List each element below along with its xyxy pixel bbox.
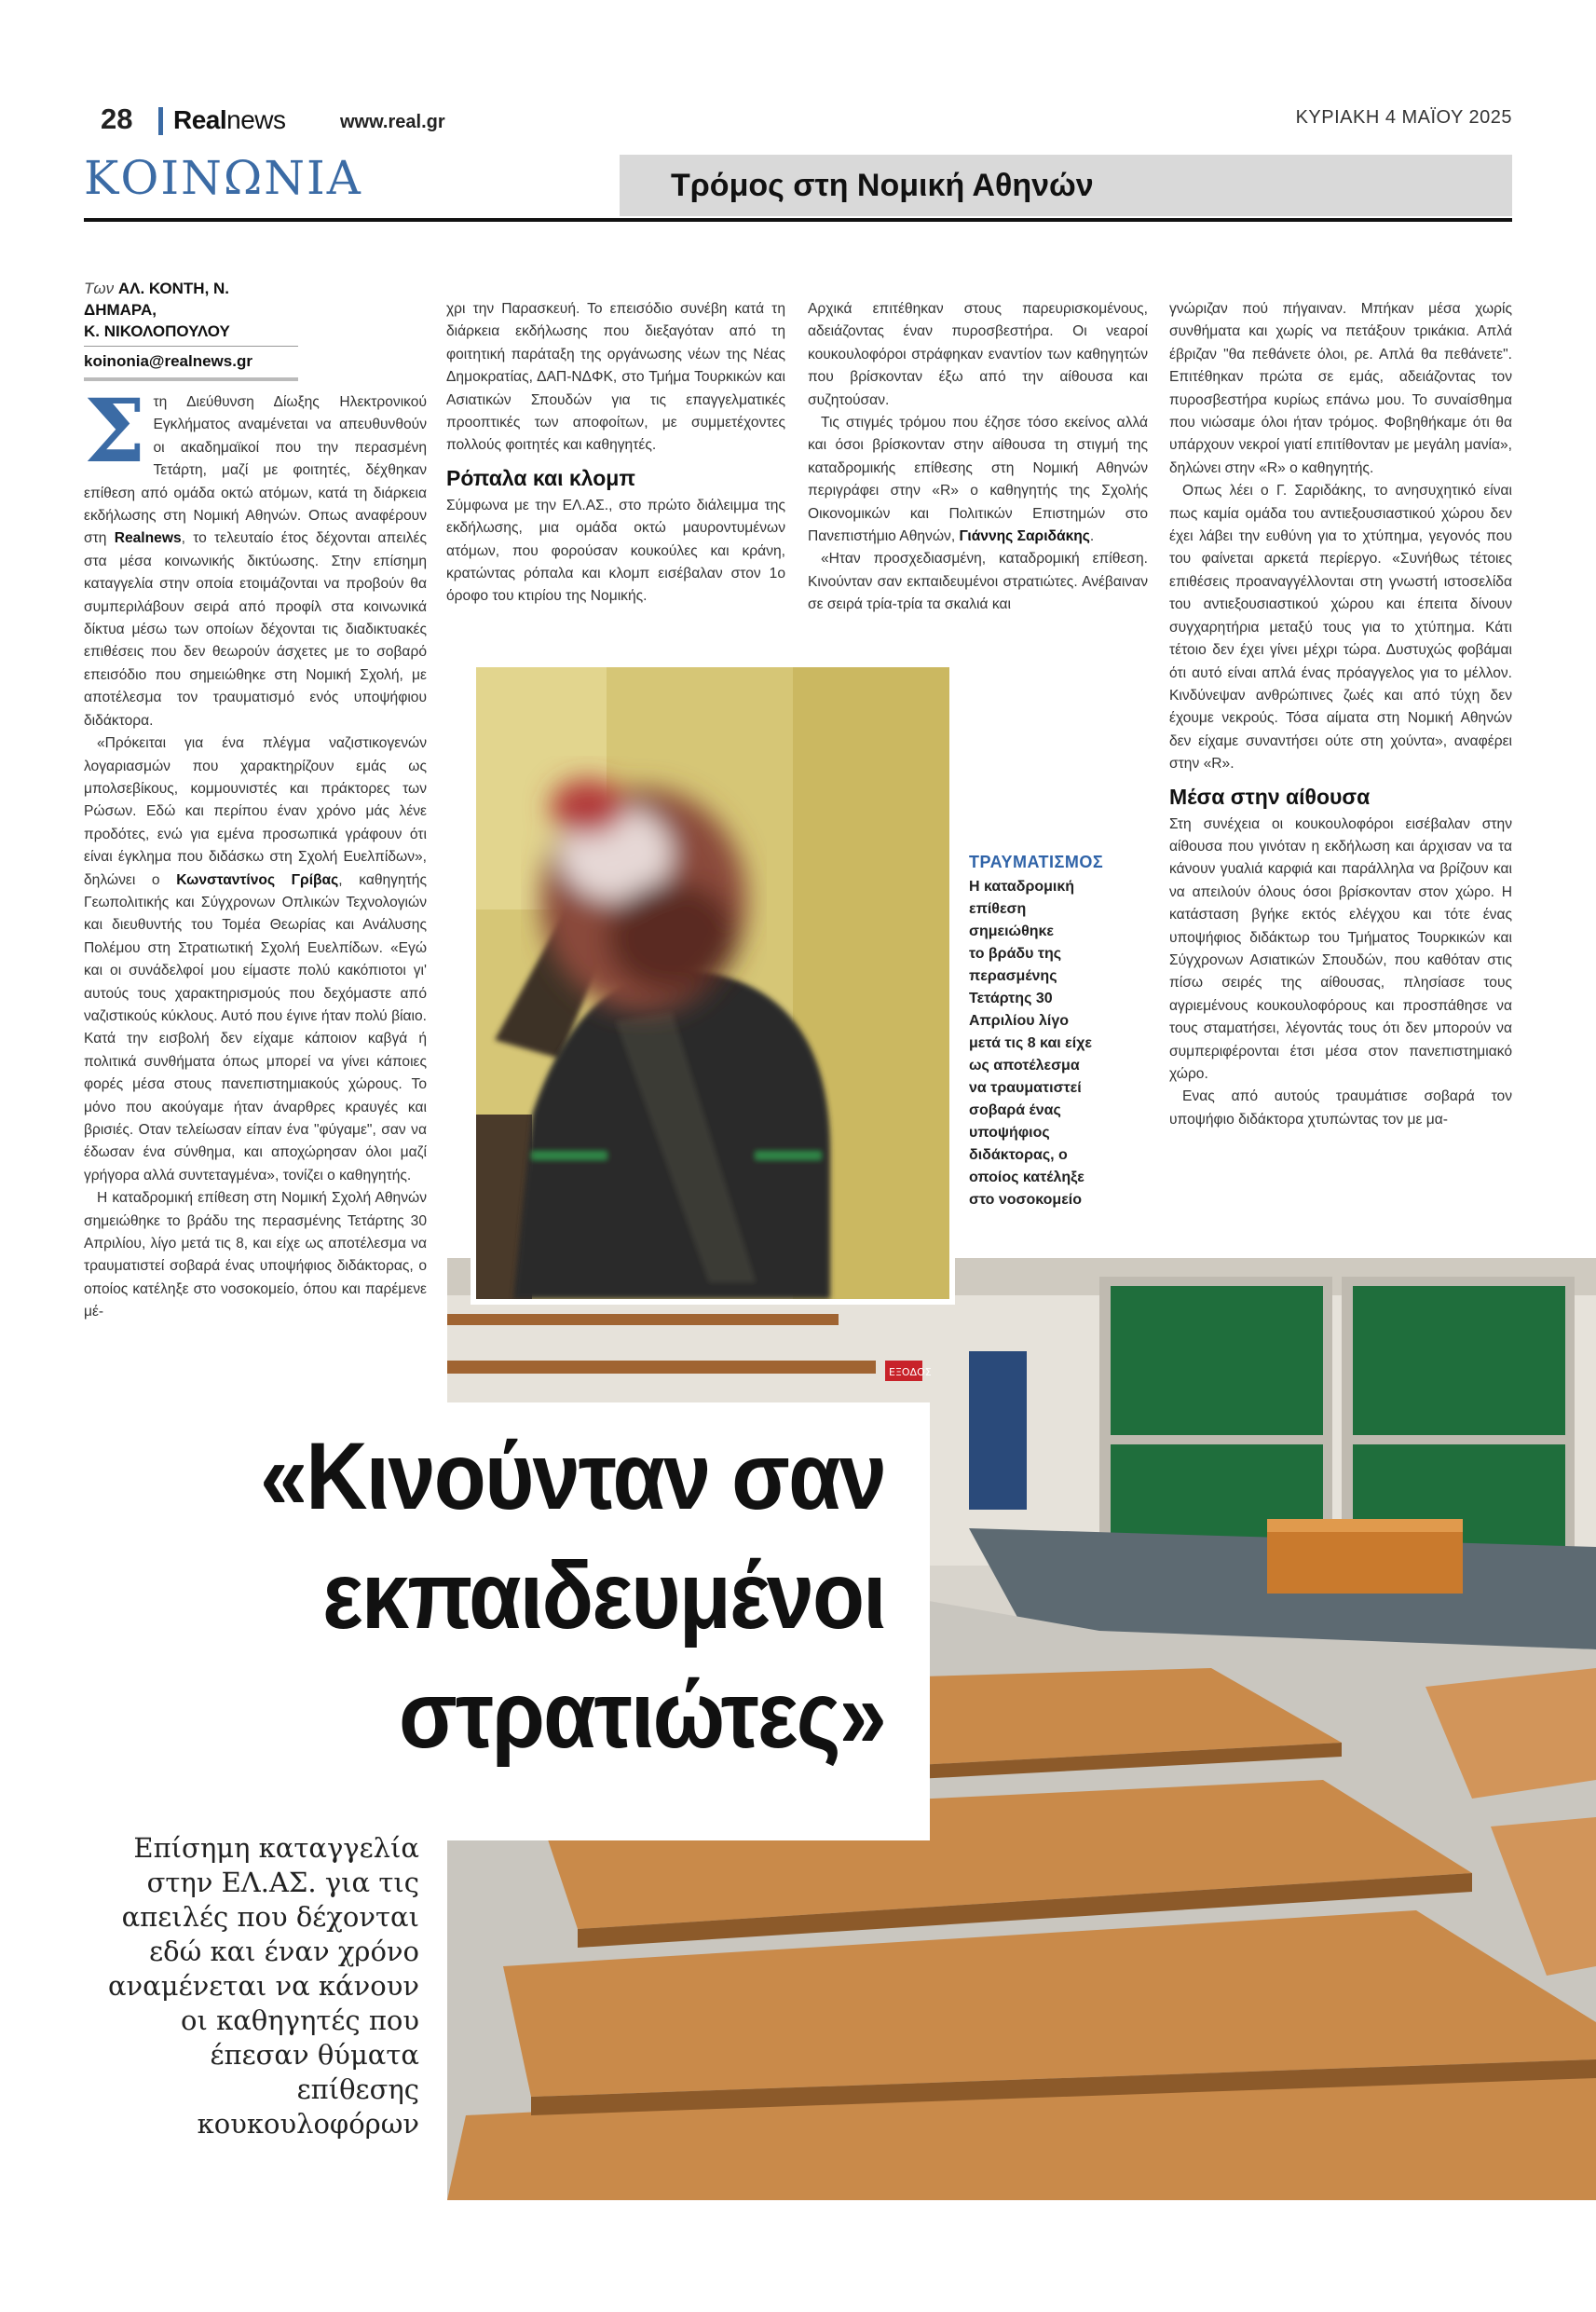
byline-prefix: Των bbox=[84, 280, 115, 297]
column-2 bbox=[446, 298, 785, 609]
deck-line: αναμένεται να κάνουν bbox=[107, 1970, 419, 2002]
col1-p3: Η καταδρομική επίθεση στη Νομική Σχολή Αθηνών σημειώθηκε το βράδυ της περασμένης Τετάρτης 30 Απριλίου, λίγο μετά τις 8, και είχε ως αποτέλεσμα να τραυματιστεί σοβαρά ένας υποψήφιος διδάκτορας, ο οποίος κατέληξε στο νοσοκομείο, όπου και παρέμενε μέ- bbox=[84, 1190, 427, 1320]
brand-logo bbox=[173, 105, 286, 135]
column-4 bbox=[1169, 298, 1512, 1131]
header-divider bbox=[158, 107, 163, 135]
col4-p1: γνώριζαν πού πήγαιναν. Μπήκαν μέσα χωρίς συνθήματα και χωρίς να πετάξουν τρικάκια. Απλά έβριζαν "θα πεθάνετε όλοι, ρε. Απλά θα πεθάνετε". Επιτέθηκαν πρώτα σε εμάς, αδειάζοντας τον πυροσβεστήρα κυρίως επάνω μου. Το συναίσθημα που νιώσαμε όλοι ήταν τρόμος. Φοβηθήκαμε ότι θα υπάρχουν νεκροί γιατί επιτίθονταν με μεγάλη μανία», δηλώνει στην «R» ο καθηγητής. bbox=[1169, 301, 1512, 476]
col3-p3: «Ηταν προσχεδιασμένη, καταδρομική επίθεση. Κινούνταν σαν εκπαιδευμένοι στρατιώτες. Ανέβαιναν σε σειρά τρία-τρία τα σκαλιά και bbox=[808, 551, 1148, 613]
photo-caption bbox=[969, 853, 1137, 1211]
caption-line: οποίος κατέληξε bbox=[969, 1170, 1084, 1185]
headline bbox=[156, 1416, 885, 1774]
col4-p4: Ενας από αυτούς τραυμάτισε σοβαρά τον υποψήφιο διδάκτορα χτυπώντας τον με μα- bbox=[1169, 1088, 1512, 1128]
byline-authors-1: ΑΛ. ΚΟΝΤΗ, Ν. ΔΗΜΑΡΑ, bbox=[84, 280, 230, 319]
col1-p2-bold: Κωνσταντίνος Γρίβας bbox=[176, 871, 339, 888]
deck-line: έπεσαν θύματα επίθεσης bbox=[210, 2039, 419, 2105]
caption-line: στο νοσοκομείο bbox=[969, 1192, 1083, 1208]
byline-authors-2: Κ. ΝΙΚΟΛΟΠΟΥΛΟΥ bbox=[84, 322, 230, 340]
col1-p1-bold: Realnews bbox=[114, 530, 182, 547]
deck-line: Επίσημη καταγγελία bbox=[133, 1832, 419, 1864]
caption-line: σημειώθηκε bbox=[969, 923, 1054, 939]
byline bbox=[84, 278, 298, 381]
caption-line: διδάκτορας, ο bbox=[969, 1147, 1068, 1163]
deck-line: εδώ και έναν χρόνο bbox=[149, 1936, 419, 1967]
story-title: Τρόμος στη Νομική Αθηνών bbox=[671, 168, 1094, 203]
caption-line: υποψήφιος bbox=[969, 1125, 1050, 1141]
caption-line: περασμένης bbox=[969, 968, 1057, 984]
column-3: Αρχικά επιτέθηκαν στους παρευρισκομένους, αδειάζοντας έναν πυροσβεστήρα. Οι νεαροί κουκουλοφόροι στράφηκαν εναντίον των καθηγητών που βρίσκονταν έξω από την αίθουσα και συζητούσαν. Τις στιγμές τρόμου που έζησε τόσο εκείνος αλλά και όσοι βρίσκονταν στην αίθουσα τη στιγμή της καταδρομικής επίθεσης στη Νομική Αθηνών περιγράφει στην «R» ο καθηγητής της Σχολής Οικονομικών και Πολιτικών Επιστημών στο Πανεπιστήμιο Αθηνών, Γιάννης Σαριδάκης. «Ηταν προσχεδιασμένη, καταδρομική επίθεση. Κινούνταν σαν εκπαιδευμένοι στρατιώτες. Ανέβαιναν σε σειρά τρία-τρία τα σκαλιά και bbox=[808, 298, 1148, 617]
header-date: ΚΥΡΙΑΚΗ 4 ΜΑΪΟΥ 2025 bbox=[1295, 107, 1512, 128]
headline-line-1: «Κινούνταν σαν bbox=[260, 1423, 886, 1529]
caption-line: Η καταδρομική bbox=[969, 879, 1075, 895]
caption-text bbox=[969, 876, 1137, 1211]
headline-line-2: εκπαιδευμένοι bbox=[322, 1542, 885, 1648]
deck-line: απειλές που δέχονται bbox=[121, 1901, 419, 1933]
caption-line: Απριλίου λίγο bbox=[969, 1013, 1070, 1029]
caption-line: να τραυματιστεί bbox=[969, 1080, 1082, 1096]
column-1 bbox=[84, 380, 427, 1324]
page-number: 28 bbox=[101, 103, 133, 135]
injured-person-photo bbox=[471, 662, 955, 1305]
deck-line: στην ΕΛ.ΑΣ. για τις bbox=[146, 1867, 419, 1898]
col4-p2: Οπως λέει ο Γ. Σαριδάκης, το ανησυχητικό είναι πως καμία ομάδα του αντιεξουσιαστικού χώρου δεν έχει λάβει την ευθύνη για το χτύπημα, γεγονός που του φαίνεται αρκετά περίεργο. «Συνήθως τέτοιες επιθέσεις προαναγγέλλονται στη γνωστή ιστοσελίδα του αντιεξουσιαστικού χώρου και έπειτα δίνουν συγχαρητήρια μεταξύ τους για το χτύπημα. Κάτι τέτοιο δεν έχει γίνει μέχρι τώρα. Δυστυχώς φοβάμαι ότι αυτό είναι απλά ένας πρόαγγελος για το μέλλον. Κινδύνεψαν ανθρώπινες ζωές και από τύχη δεν έχουμε νεκρούς. Τόσα αίματα στη Νομική Αθηνών δεν είχαμε συναντήσει ούτε στη χούντα», αναφέρει στην «R». bbox=[1169, 483, 1512, 773]
caption-label: ΤΡΑΥΜΑΤΙΣΜΟΣ bbox=[969, 853, 1104, 871]
col2-p1: χρι την Παρασκευή. Το επεισόδιο συνέβη κατά τη διάρκεια εκδήλωσης που διεξαγόταν από τη φοιτητική παράταξη της οργάνωσης νέων της Νέας Δημοκρατίας, ΔΑΠ-ΝΔΦΚ, στο Τμήμα Τουρκικών και Ασιατικών Σπουδών για τις επαγγελματικές προοπτικές των αποφοίτων, με συμμετέχοντες πολλούς φοιτητές και καθηγητές. bbox=[446, 301, 785, 454]
dropcap: Σ bbox=[84, 380, 146, 483]
caption-line: σοβαρά ένας bbox=[969, 1102, 1061, 1118]
col1-p2-rest: , καθηγητής Γεωπολιτικής και Σύγχρονων Οπλικών Τεχνολογιών και διευθυντής του Τομέα Θεωρίας και Ανάλυσης Πολέμου στη Στρατιωτική Σχολή Ευελπίδων. «Εγώ και οι συνάδελφοί μου είμαστε πολύ κακόπιοτοι γι' αυτούς τους χαρακτηρισμούς που δεχόμαστε από ναζιστικούς κύκλους. Αυτό που έγινε ήταν πολύ βίαιο. Κατά την εισβολή δεν είχαμε κάποιον καβγά ή πολιτικά συνθήματα όπως μπορεί να γίνει κάποιες φορές μέσα στους πανεπιστημιακούς χώρους. Το μόνο που ακούγαμε ήταν άναρθρες κραυγές και βρισιές. Οταν τελείωσαν είπαν ένα "φύγαμε", σαν να έδωσαν ένα σύνθημα, και αποχώρησαν όλοι μαζί γρήγορα αλλά συντεταγμένα», τονίζει ο καθηγητής. bbox=[84, 871, 427, 1183]
col3-p1: Αρχικά επιτέθηκαν στους παρευρισκομένους, αδειάζοντας έναν πυροσβεστήρα. Οι νεαροί κουκουλοφόροι στράφηκαν εναντίον των καθηγητών που βρίσκονταν έξω από την αίθουσα και συζητούσαν. bbox=[808, 301, 1148, 408]
deck bbox=[84, 1831, 419, 2141]
header-rule bbox=[84, 218, 1512, 222]
caption-line: ως αποτέλεσμα bbox=[969, 1058, 1080, 1074]
section-title: ΚΟΙΝΩΝΙΑ bbox=[84, 151, 362, 205]
col1-p2: «Πρόκειται για ένα πλέγμα ναζιστικογενών λογαριασμών που χαρακτηρίζουν εμάς ως μπολσεβίκους, κομμουνιστές και πράκτορες των Ρώσων. Εδώ και περίπου έναν χρόνο μάς λένε προδότες, ενώ για εμένα προσωπικά γράφουν ότι είναι έγκλημα που διδάσκω στη Σχολή Ευελπίδων», δηλώνει ο bbox=[84, 735, 427, 888]
exit-sign: ΕΞΟΔΟΣ bbox=[889, 1366, 932, 1378]
byline-email[interactable]: koinonia@realnews.gr bbox=[84, 347, 298, 381]
caption-line: Τετάρτης 30 bbox=[969, 991, 1053, 1006]
col3-p2: Τις στιγμές τρόμου που έζησε τόσο εκείνος αλλά και όσοι βρίσκονταν στην αίθουσα τη στιγμή της καταδρομικής επίθεσης στη Νομική Αθηνών περιγράφει στην «R» ο καθηγητής της Σχολής Οικονομικών και Πολιτικών Επιστημών στο Πανεπιστήμιο Αθηνών, bbox=[808, 415, 1148, 545]
col4-subhead: Μέσα στην αίθουσα bbox=[1169, 784, 1371, 809]
deck-line: κουκουλοφόρων bbox=[197, 2108, 419, 2140]
col3-p2-bold: Γιάννης Σαριδάκης bbox=[959, 528, 1090, 545]
caption-line: επίθεση bbox=[969, 901, 1027, 917]
col4-p3: Στη συνέχεια οι κουκουλοφόροι εισέβαλαν στην αίθουσα που γινόταν η εκδήλωση και άρχισαν να τα κάνουν γυαλιά καρφιά και παράλληλα να βρίζουν και να απειλούν όλους όσοι βρίσκονταν στον χώρο. Η κατάσταση βγήκε εκτός ελέγχου και τότε ένας υποψήφιος διδάκτωρ του Τμήματος Τουρκικών και Σύγχρονων Ασιατικών Σπουδών, που καθόταν στις πίσω σειρές της αίθουσας, πλησίασε τους αγριεμένους κουκουλοφόρους και προσπάθησε να τους σταματήσει, λέγοντάς τους ότι δεν μπορούν να συμπεριφέρονται έτσι μέσα στον πανεπιστημιακό χώρο. bbox=[1169, 815, 1512, 1082]
brand-light: news bbox=[226, 105, 286, 134]
brand-bold: Real bbox=[173, 105, 227, 134]
deck-line: οι καθηγητές που bbox=[181, 2004, 419, 2036]
col2-p2: Σύμφωνα με την ΕΛ.ΑΣ., στο πρώτο διάλειμμα της εκδήλωσης, μια ομάδα οκτώ μαυροντυμένων ατόμων, που φορούσαν κουκούλες και κράνη, κρατώντας ρόπαλα και κλομπ εισέβαλαν στον 1ο όροφο του κτιρίου της Νομικής. bbox=[446, 497, 785, 605]
header-url: www.real.gr bbox=[340, 112, 445, 132]
col1-p1-rest: , το τελευταίο έτος δέχονται απειλές στα μέσα κοινωνικής δικτύωσης. Στην επίσημη καταγγελία στην οποία ετοιμάζονται να προβούν θα συμπεριλάβουν σειρά από προφίλ στα κοινωνικά δίκτυα μέσω των οποίων δέχονται τις διαδικτυακές επιθέσεις που δεν θεωρούν άσχετες με το σοβαρό επεισόδιο που σημειώθηκε στη Νομική Σχολή, με αποτέλεσμα τον τραυματισμό ενός υποψήφιου διδάκτορα. bbox=[84, 530, 427, 729]
headline-line-3: στρατιώτες» bbox=[399, 1662, 885, 1768]
caption-line: μετά τις 8 και είχε bbox=[969, 1035, 1093, 1051]
col2-subhead: Ρόπαλα και κλομπ bbox=[446, 465, 635, 490]
caption-line: το βράδυ της bbox=[969, 946, 1062, 962]
col1-p1: τη Διεύθυνση Δίωξης Ηλεκτρονικού Εγκλήματος αναμένεται να απευθυνθούν οι ακαδημαϊκοί που την περασμένη Τετάρτη, μαζί με φοιτητές, δέχθηκαν επίθεση από ομάδα οκτώ ατόμων, κατά τη διάρκεια εκδήλωσης στη Νομική Αθηνών. Οπως αναφέρουν στη bbox=[84, 394, 427, 547]
